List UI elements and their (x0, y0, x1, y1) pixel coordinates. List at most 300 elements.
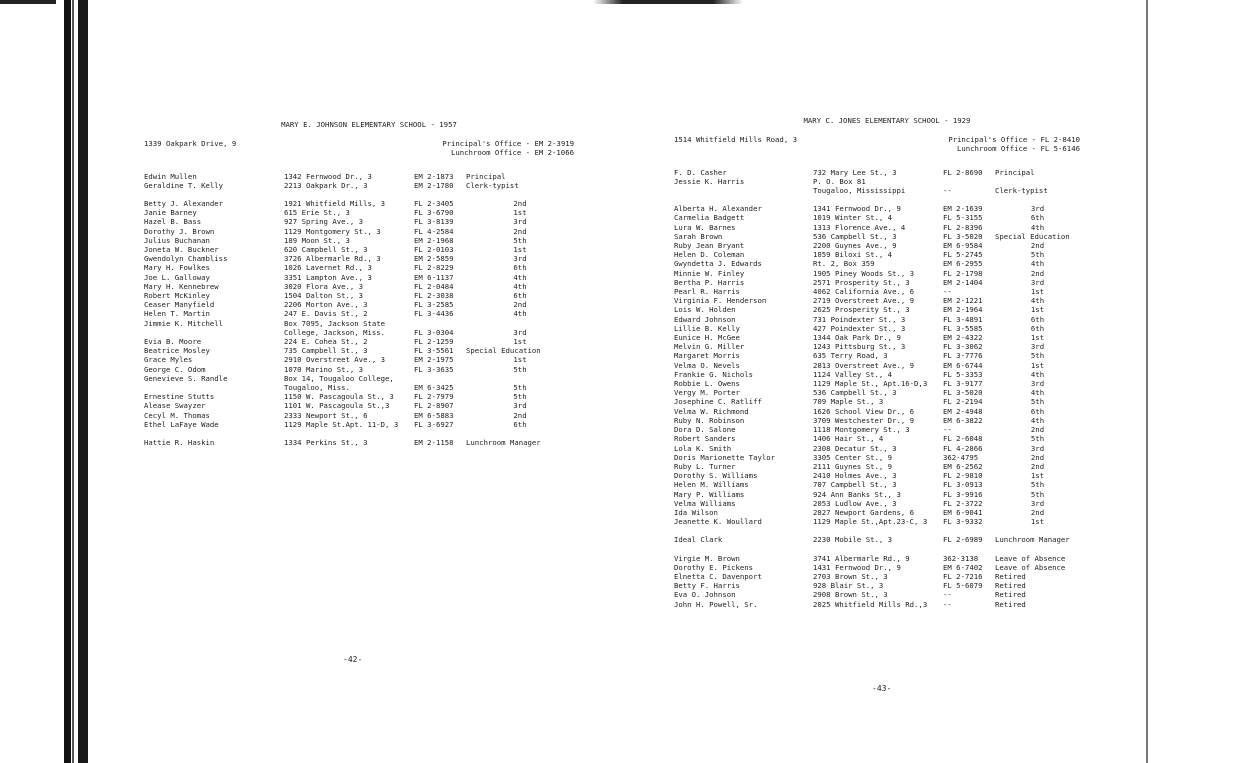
staff-phone: FL 2-1798 (943, 268, 983, 278)
staff-address: 2827 Newport Gardens, 6 (813, 507, 915, 517)
staff-address: Tougaloo, Mississippi (813, 186, 906, 196)
staff-address: 1406 Hair St., 4 (813, 434, 884, 444)
staff-address: 2111 Guynes St., 9 (813, 461, 893, 471)
staff-assignment: 5th (513, 235, 527, 245)
staff-assignment: 3rd (1030, 204, 1045, 214)
school-title: MARY C. JONES ELEMENTARY SCHOOL - 1929 (803, 116, 971, 125)
staff-name: Velma W. Richmond (674, 406, 749, 416)
staff-name: Ideal Clark (674, 535, 723, 545)
staff-address: 2053 Ludlow Ave., 3 (813, 498, 897, 508)
staff-row (674, 453, 1080, 462)
staff-name: Ethel LaFaye Wade (144, 419, 219, 429)
staff-row (144, 245, 574, 254)
staff-row (674, 388, 1080, 397)
staff-address: 731 Poindexter St., 3 (813, 314, 906, 324)
staff-row (674, 590, 1080, 599)
staff-row (144, 337, 574, 346)
staff-row (674, 517, 1080, 526)
staff-assignment: 4th (513, 309, 527, 319)
staff-assignment: Retired (995, 571, 1026, 581)
staff-address: 1626 School View Dr., 6 (813, 406, 915, 416)
staff-address: P. O. Box 81 (813, 176, 866, 186)
staff-address: 1342 Fernwood Dr., 3 (284, 171, 372, 181)
staff-phone: FL 2-3405 (414, 199, 454, 209)
staff-assignment: 6th (513, 419, 527, 429)
lunchroom-office: Lunchroom Office - FL 5-6146 (956, 144, 1080, 154)
school-address: 1514 Whitfield Mills Road, 3 (674, 135, 798, 145)
staff-phone: 362-3138 (943, 553, 979, 563)
staff-address: 2308 Decatur St., 3 (813, 443, 897, 453)
staff-address: 2908 Brown St., 3 (813, 590, 888, 600)
staff-phone: EM 2-1873 (414, 171, 454, 181)
staff-assignment: 6th (1030, 213, 1045, 223)
staff-phone: FL 3-7776 (943, 351, 983, 361)
staff-phone: FL 2-2194 (943, 397, 983, 407)
staff-assignment: 2nd (513, 199, 527, 209)
staff-phone: FL 3-5561 (414, 346, 454, 356)
staff-assignment: 6th (1030, 406, 1045, 416)
staff-assignment: 3rd (1030, 277, 1045, 287)
staff-phone: EM 2-1975 (414, 355, 454, 365)
staff-assignment: 1st (513, 355, 527, 365)
staff-row (674, 370, 1080, 379)
staff-name: Janie Barney (144, 208, 197, 218)
staff-address: College, Jackson, Miss. (284, 327, 386, 337)
staff-row (674, 342, 1080, 351)
staff-address: 3741 Albermarle Rd., 9 (813, 553, 910, 563)
staff-name: Jimmie K. Mitchell (144, 318, 224, 328)
staff-name: Virgie M. Brown (674, 553, 740, 563)
staff-assignment: 1st (1030, 360, 1045, 370)
staff-row (674, 287, 1080, 296)
staff-address: 3020 Flora Ave., 3 (284, 281, 364, 291)
staff-assignment: Clerk-typist (995, 186, 1048, 196)
staff-assignment: Principal (995, 167, 1035, 177)
staff-name: Lola K. Smith (674, 443, 732, 453)
staff-address: 3305 Center St., 9 (813, 452, 893, 462)
staff-name: Hazel B. Bass (144, 217, 202, 227)
staff-assignment: 6th (1030, 323, 1045, 333)
staff-row (674, 416, 1080, 425)
page-edge (1146, 0, 1148, 763)
staff-phone: FL 3-9332 (943, 517, 983, 527)
staff-name: Grace Myles (144, 355, 193, 365)
staff-address: 2813 Overstreet Ave., 9 (813, 360, 915, 370)
staff-phone: EM 2-4948 (943, 406, 983, 416)
scan-artifact (0, 0, 56, 4)
staff-phone: FL 3-6790 (414, 208, 454, 218)
staff-address: 3726 Albermarle Rd., 3 (284, 254, 381, 264)
staff-assignment (995, 177, 1080, 186)
staff-assignment: 4th (513, 272, 527, 282)
staff-row (144, 254, 574, 263)
staff-name: Joe L. Galloway (144, 272, 210, 282)
staff-assignment: 3rd (513, 254, 527, 264)
staff-row (144, 282, 574, 291)
staff-phone: EM 6-5883 (414, 410, 454, 420)
staff-phone: FL 4-2584 (414, 226, 454, 236)
staff-address: 1431 Fernwood Dr., 9 (813, 562, 901, 572)
staff-name: Ceaser Manyfield (144, 300, 215, 310)
staff-phone: EM 2-1158 (414, 438, 454, 448)
staff-address: 1070 Marino St., 3 (284, 364, 364, 374)
staff-assignment: 2nd (513, 410, 527, 420)
staff-row (674, 168, 1080, 177)
staff-row (674, 563, 1080, 572)
staff-address: 2703 Brown St., 3 (813, 571, 888, 581)
staff-assignment: 5th (1030, 480, 1045, 490)
staff-phone: -- (943, 590, 952, 600)
staff-row (144, 263, 574, 272)
principal-office: Principal's Office - EM 2-3919 (442, 139, 574, 149)
staff-assignment: 2nd (513, 300, 527, 310)
staff-row (144, 328, 574, 337)
staff-address: Tougaloo, Miss. (284, 383, 350, 393)
staff-phone: FL 5-2745 (943, 250, 983, 260)
staff-row (674, 296, 1080, 305)
staff-address: 2206 Morton Ave., 3 (284, 300, 368, 310)
staff-assignment: 1st (513, 245, 527, 255)
staff-name: Doris Marionette Taylor (674, 452, 776, 462)
staff-row (674, 397, 1080, 406)
staff-name: Sarah Brown (674, 231, 723, 241)
staff-name: Alease Swayzer (144, 401, 206, 411)
staff-name: Velma Williams (674, 498, 736, 508)
staff-phone: FL 5-3353 (943, 369, 983, 379)
staff-phone: FL 2-8907 (414, 401, 454, 411)
staff-phone: FL 2-3722 (943, 498, 983, 508)
staff-row (674, 444, 1080, 453)
staff-name: Alberta H. Alexander (674, 204, 762, 214)
staff-row (144, 392, 574, 401)
staff-name: Virginia F. Henderson (674, 296, 767, 306)
staff-phone: EM 6-2955 (943, 259, 983, 269)
staff-address: 1504 Dalton St., 3 (284, 291, 364, 301)
staff-address: 924 Ann Banks St., 3 (813, 489, 901, 499)
staff-row (674, 434, 1080, 443)
staff-name: Robert McKinley (144, 291, 210, 301)
school-address: 1339 Oakpark Drive, 9 (144, 139, 237, 149)
staff-row (674, 315, 1080, 324)
staff-phone: FL 2-7216 (943, 571, 983, 581)
staff-row (144, 291, 574, 300)
staff-phone: FL 3-9177 (943, 379, 983, 389)
staff-phone: EM 6-1137 (414, 272, 454, 282)
staff-row (144, 208, 574, 217)
staff-assignment: 5th (1030, 397, 1045, 407)
staff-row (674, 186, 1080, 195)
staff-name: Lillie B. Kelly (674, 323, 740, 333)
staff-assignment: 1st (1030, 333, 1045, 343)
staff-row (144, 181, 574, 190)
staff-row (144, 374, 574, 383)
group-spacer (674, 526, 1080, 535)
staff-assignment: 1st (1030, 471, 1045, 481)
staff-phone: EM 2-1964 (943, 305, 983, 315)
staff-name: Ida Wilson (674, 507, 718, 517)
staff-row (674, 535, 1080, 544)
staff-name: Helen T. Martin (144, 309, 210, 319)
staff-address: 2571 Prosperity St., 3 (813, 277, 910, 287)
staff-address: 536 Campbell St., 3 (813, 231, 897, 241)
staff-assignment: 1st (1030, 517, 1045, 527)
staff-address: 1129 Maple St.,Apt.23-C, 3 (813, 517, 928, 527)
staff-address: 1334 Perkins St., 3 (284, 438, 368, 448)
staff-address: 1129 Maple St.Apt. 11-D, 3 (284, 419, 399, 429)
staff-row (674, 581, 1080, 590)
staff-list (144, 172, 574, 448)
staff-address: 1150 W. Pascagoula St., 3 (284, 392, 394, 402)
staff-phone: FL 3-8139 (414, 217, 454, 227)
staff-address: 1341 Fernwood Dr., 9 (813, 204, 901, 214)
staff-row (144, 355, 574, 364)
staff-name: Ernestine Stutts (144, 392, 215, 402)
staff-assignment: 2nd (1030, 425, 1045, 435)
staff-list (674, 168, 1080, 609)
staff-phone: EM 2-1221 (943, 296, 983, 306)
staff-name: Gwyndetta J. Edwards (674, 259, 762, 269)
principal-office: Principal's Office - FL 2-8410 (948, 135, 1080, 145)
staff-address: 2410 Holmes Ave., 3 (813, 471, 897, 481)
staff-address: 427 Poindexter St., 3 (813, 323, 906, 333)
staff-assignment: 4th (513, 281, 527, 291)
staff-name: Lois W. Holden (674, 305, 736, 315)
staff-name: Hattie R. Haskin (144, 438, 215, 448)
staff-assignment: 2nd (1030, 452, 1045, 462)
staff-assignment: 6th (513, 291, 527, 301)
staff-row (674, 278, 1080, 287)
staff-address: Rt. 2, Box 359 (813, 259, 875, 269)
staff-name: Melvin G. Miller (674, 342, 745, 352)
staff-address: 2200 Guynes Ave., 9 (813, 241, 897, 251)
staff-assignment: 3rd (1030, 443, 1045, 453)
staff-name: Elnetta C. Davenport (674, 571, 762, 581)
staff-phone: -- (943, 599, 952, 609)
staff-phone: FL 2-0103 (414, 245, 454, 255)
staff-address: 732 Mary Lee St., 3 (813, 167, 897, 177)
staff-name: Pearl R. Harris (674, 287, 740, 297)
staff-row (674, 490, 1080, 499)
staff-phone: FL 3-9916 (943, 489, 983, 499)
staff-name: Josephine C. Ratliff (674, 397, 762, 407)
staff-row (674, 425, 1080, 434)
staff-row (144, 199, 574, 208)
staff-assignment: 5th (1030, 489, 1045, 499)
staff-phone: EM 2-1404 (943, 277, 983, 287)
staff-assignment: 6th (513, 263, 527, 273)
staff-assignment: Retired (995, 599, 1026, 609)
staff-phone: EM 6-2562 (943, 461, 983, 471)
staff-name: George C. Odom (144, 364, 206, 374)
staff-name: Ruby L. Turner (674, 461, 736, 471)
staff-phone: EM 6-9584 (943, 241, 983, 251)
staff-phone: EM 2-5859 (414, 254, 454, 264)
staff-assignment: 4th (1030, 369, 1045, 379)
staff-address: 1129 Montgomery St., 3 (284, 226, 381, 236)
staff-phone: EM 2-1639 (943, 204, 983, 214)
staff-address: 615 Erie St., 3 (284, 208, 350, 218)
staff-address: 735 Campbell St., 3 (284, 346, 368, 356)
staff-row (144, 383, 574, 392)
staff-name: Edward Johnson (674, 314, 736, 324)
staff-address: 1905 Piney Woods St., 3 (813, 268, 915, 278)
staff-assignment: 5th (513, 364, 527, 374)
staff-name: Dorothy E. Pickens (674, 562, 754, 572)
staff-assignment: 3rd (513, 401, 527, 411)
staff-assignment: Retired (995, 581, 1026, 591)
staff-phone: FL 5-3155 (943, 213, 983, 223)
staff-row (144, 365, 574, 374)
school-title: MARY E. JOHNSON ELEMENTARY SCHOOL - 1957 (281, 120, 457, 129)
staff-name: Cecyl M. Thomas (144, 410, 210, 420)
staff-address: 2910 Overstreet Ave., 3 (284, 355, 386, 365)
staff-name: Eunice H. McGee (674, 333, 740, 343)
staff-address: 1124 Valley St., 4 (813, 369, 893, 379)
staff-name: Eva O. Johnson (674, 590, 736, 600)
staff-address: 707 Campbell St., 3 (813, 480, 897, 490)
scan-artifact (593, 0, 743, 4)
staff-address: 4062 California Ave., 6 (813, 287, 915, 297)
staff-assignment: 1st (1030, 305, 1045, 315)
staff-phone: EM 6-6744 (943, 360, 983, 370)
staff-row (674, 480, 1080, 489)
staff-address: 928 Blair St., 3 (813, 581, 884, 591)
staff-row (674, 204, 1080, 213)
staff-assignment (466, 374, 574, 383)
staff-row (674, 600, 1080, 609)
staff-row (674, 508, 1080, 517)
staff-phone: FL 3-6927 (414, 419, 454, 429)
staff-name: Robert Sanders (674, 434, 736, 444)
staff-row (674, 232, 1080, 241)
staff-assignment: 6th (1030, 314, 1045, 324)
staff-row (674, 351, 1080, 360)
staff-row (144, 273, 574, 282)
staff-row (674, 305, 1080, 314)
staff-row (144, 236, 574, 245)
staff-name: Bertha P. Harris (674, 277, 745, 287)
staff-row (674, 241, 1080, 250)
staff-name: John H. Powell, Sr. (674, 599, 758, 609)
staff-assignment: 3rd (1030, 342, 1045, 352)
staff-address: 620 Campbell St., 3 (284, 245, 368, 255)
staff-assignment: 2nd (1030, 507, 1045, 517)
staff-name: Helen M. Williams (674, 480, 749, 490)
staff-row (674, 462, 1080, 471)
staff-name: Mary P. Williams (674, 489, 745, 499)
staff-address: 2625 Prosperity St., 3 (813, 305, 910, 315)
staff-row (674, 499, 1080, 508)
book-binding-shadow (78, 0, 88, 763)
staff-address: 2230 Mobile St., 3 (813, 535, 893, 545)
staff-assignment: 4th (1030, 415, 1045, 425)
staff-phone: FL 3-0913 (943, 480, 983, 490)
staff-address: 1129 Maple St., Apt.16-D,3 (813, 379, 928, 389)
staff-address: 2025 Whitfield Mills Rd.,3 (813, 599, 928, 609)
staff-name: Mary H. Fowlkes (144, 263, 210, 273)
staff-row (144, 300, 574, 309)
staff-phone: FL 3-4891 (943, 314, 983, 324)
staff-assignment: Lunchroom Manager (466, 438, 541, 448)
staff-address: 1026 Lavernet Rd., 3 (284, 263, 372, 273)
staff-phone: FL 2-6048 (943, 434, 983, 444)
staff-name (674, 186, 813, 195)
staff-assignment: 1st (1030, 287, 1045, 297)
staff-name: Carmelia Badgett (674, 213, 745, 223)
staff-address: 2719 Overstreet Ave., 9 (813, 296, 915, 306)
staff-phone: FL 2-6989 (943, 535, 983, 545)
staff-row (144, 217, 574, 226)
staff-name: Jessie K. Harris (674, 176, 745, 186)
staff-phone: EM 6-3425 (414, 383, 454, 393)
staff-assignment: 2nd (1030, 461, 1045, 471)
staff-address: Box 14, Tougaloo College, (284, 373, 394, 383)
staff-address: 1019 Winter St., 4 (813, 213, 893, 223)
staff-phone: FL 2-9810 (943, 471, 983, 481)
staff-address: 1118 Montgomery St., 3 (813, 425, 910, 435)
staff-name: Genevieve S. Randle (144, 373, 228, 383)
staff-assignment: 1st (513, 337, 527, 347)
staff-phone: FL 5-6079 (943, 581, 983, 591)
staff-assignment: 5th (513, 392, 527, 402)
staff-address: 1059 Biloxi St., 4 (813, 250, 893, 260)
staff-phone: FL 3-5020 (943, 231, 983, 241)
staff-phone: -- (943, 287, 952, 297)
staff-assignment: 5th (513, 383, 527, 393)
staff-address: Box 7095, Jackson State (284, 318, 386, 328)
staff-address: 1313 Florence Ave., 4 (813, 222, 906, 232)
staff-name: Ruby N. Robinson (674, 415, 745, 425)
staff-phone: FL 2-3038 (414, 291, 454, 301)
staff-row (144, 309, 574, 318)
staff-phone: EM 6-9041 (943, 507, 983, 517)
staff-name: Ruby Jean Bryant (674, 241, 745, 251)
staff-address: 1243 Pittsburg St., 3 (813, 342, 906, 352)
staff-address: 247 E. Davis St., 2 (284, 309, 368, 319)
staff-phone: FL 2-8396 (943, 222, 983, 232)
staff-name: Betty F. Harris (674, 581, 740, 591)
staff-phone (943, 177, 995, 186)
lunchroom-office: Lunchroom Office - EM 2-1066 (450, 148, 574, 158)
staff-name: Joneta W. Buckner (144, 245, 219, 255)
staff-address: 1101 W. Pascagoula St.,3 (284, 401, 390, 411)
office-phones (442, 139, 574, 157)
staff-name: Beatrice Mosley (144, 346, 210, 356)
book-binding-shadow (64, 0, 71, 763)
staff-row (144, 172, 574, 181)
staff-row (144, 227, 574, 236)
staff-row (144, 319, 574, 328)
school-header (674, 135, 1080, 153)
staff-phone: FL 3-3062 (943, 342, 983, 352)
staff-assignment: 1st (513, 208, 527, 218)
staff-phone: FL 2-0484 (414, 281, 454, 291)
staff-address: 2213 Oakpark Dr., 3 (284, 180, 368, 190)
staff-assignment: Leave of Absence (995, 562, 1066, 572)
staff-assignment (466, 319, 574, 328)
staff-assignment: 3rd (1030, 379, 1045, 389)
staff-assignment: 3rd (513, 217, 527, 227)
staff-phone: FL 3-4436 (414, 309, 454, 319)
staff-assignment: 4th (1030, 388, 1045, 398)
staff-row (674, 333, 1080, 342)
book-binding-line (72, 0, 74, 763)
staff-assignment: 2nd (513, 226, 527, 236)
staff-address: 1344 Oak Park Dr., 9 (813, 333, 901, 343)
staff-assignment: 2nd (1030, 241, 1045, 251)
staff-phone: FL 2-8690 (943, 167, 983, 177)
staff-phone: FL 3-0304 (414, 327, 454, 337)
